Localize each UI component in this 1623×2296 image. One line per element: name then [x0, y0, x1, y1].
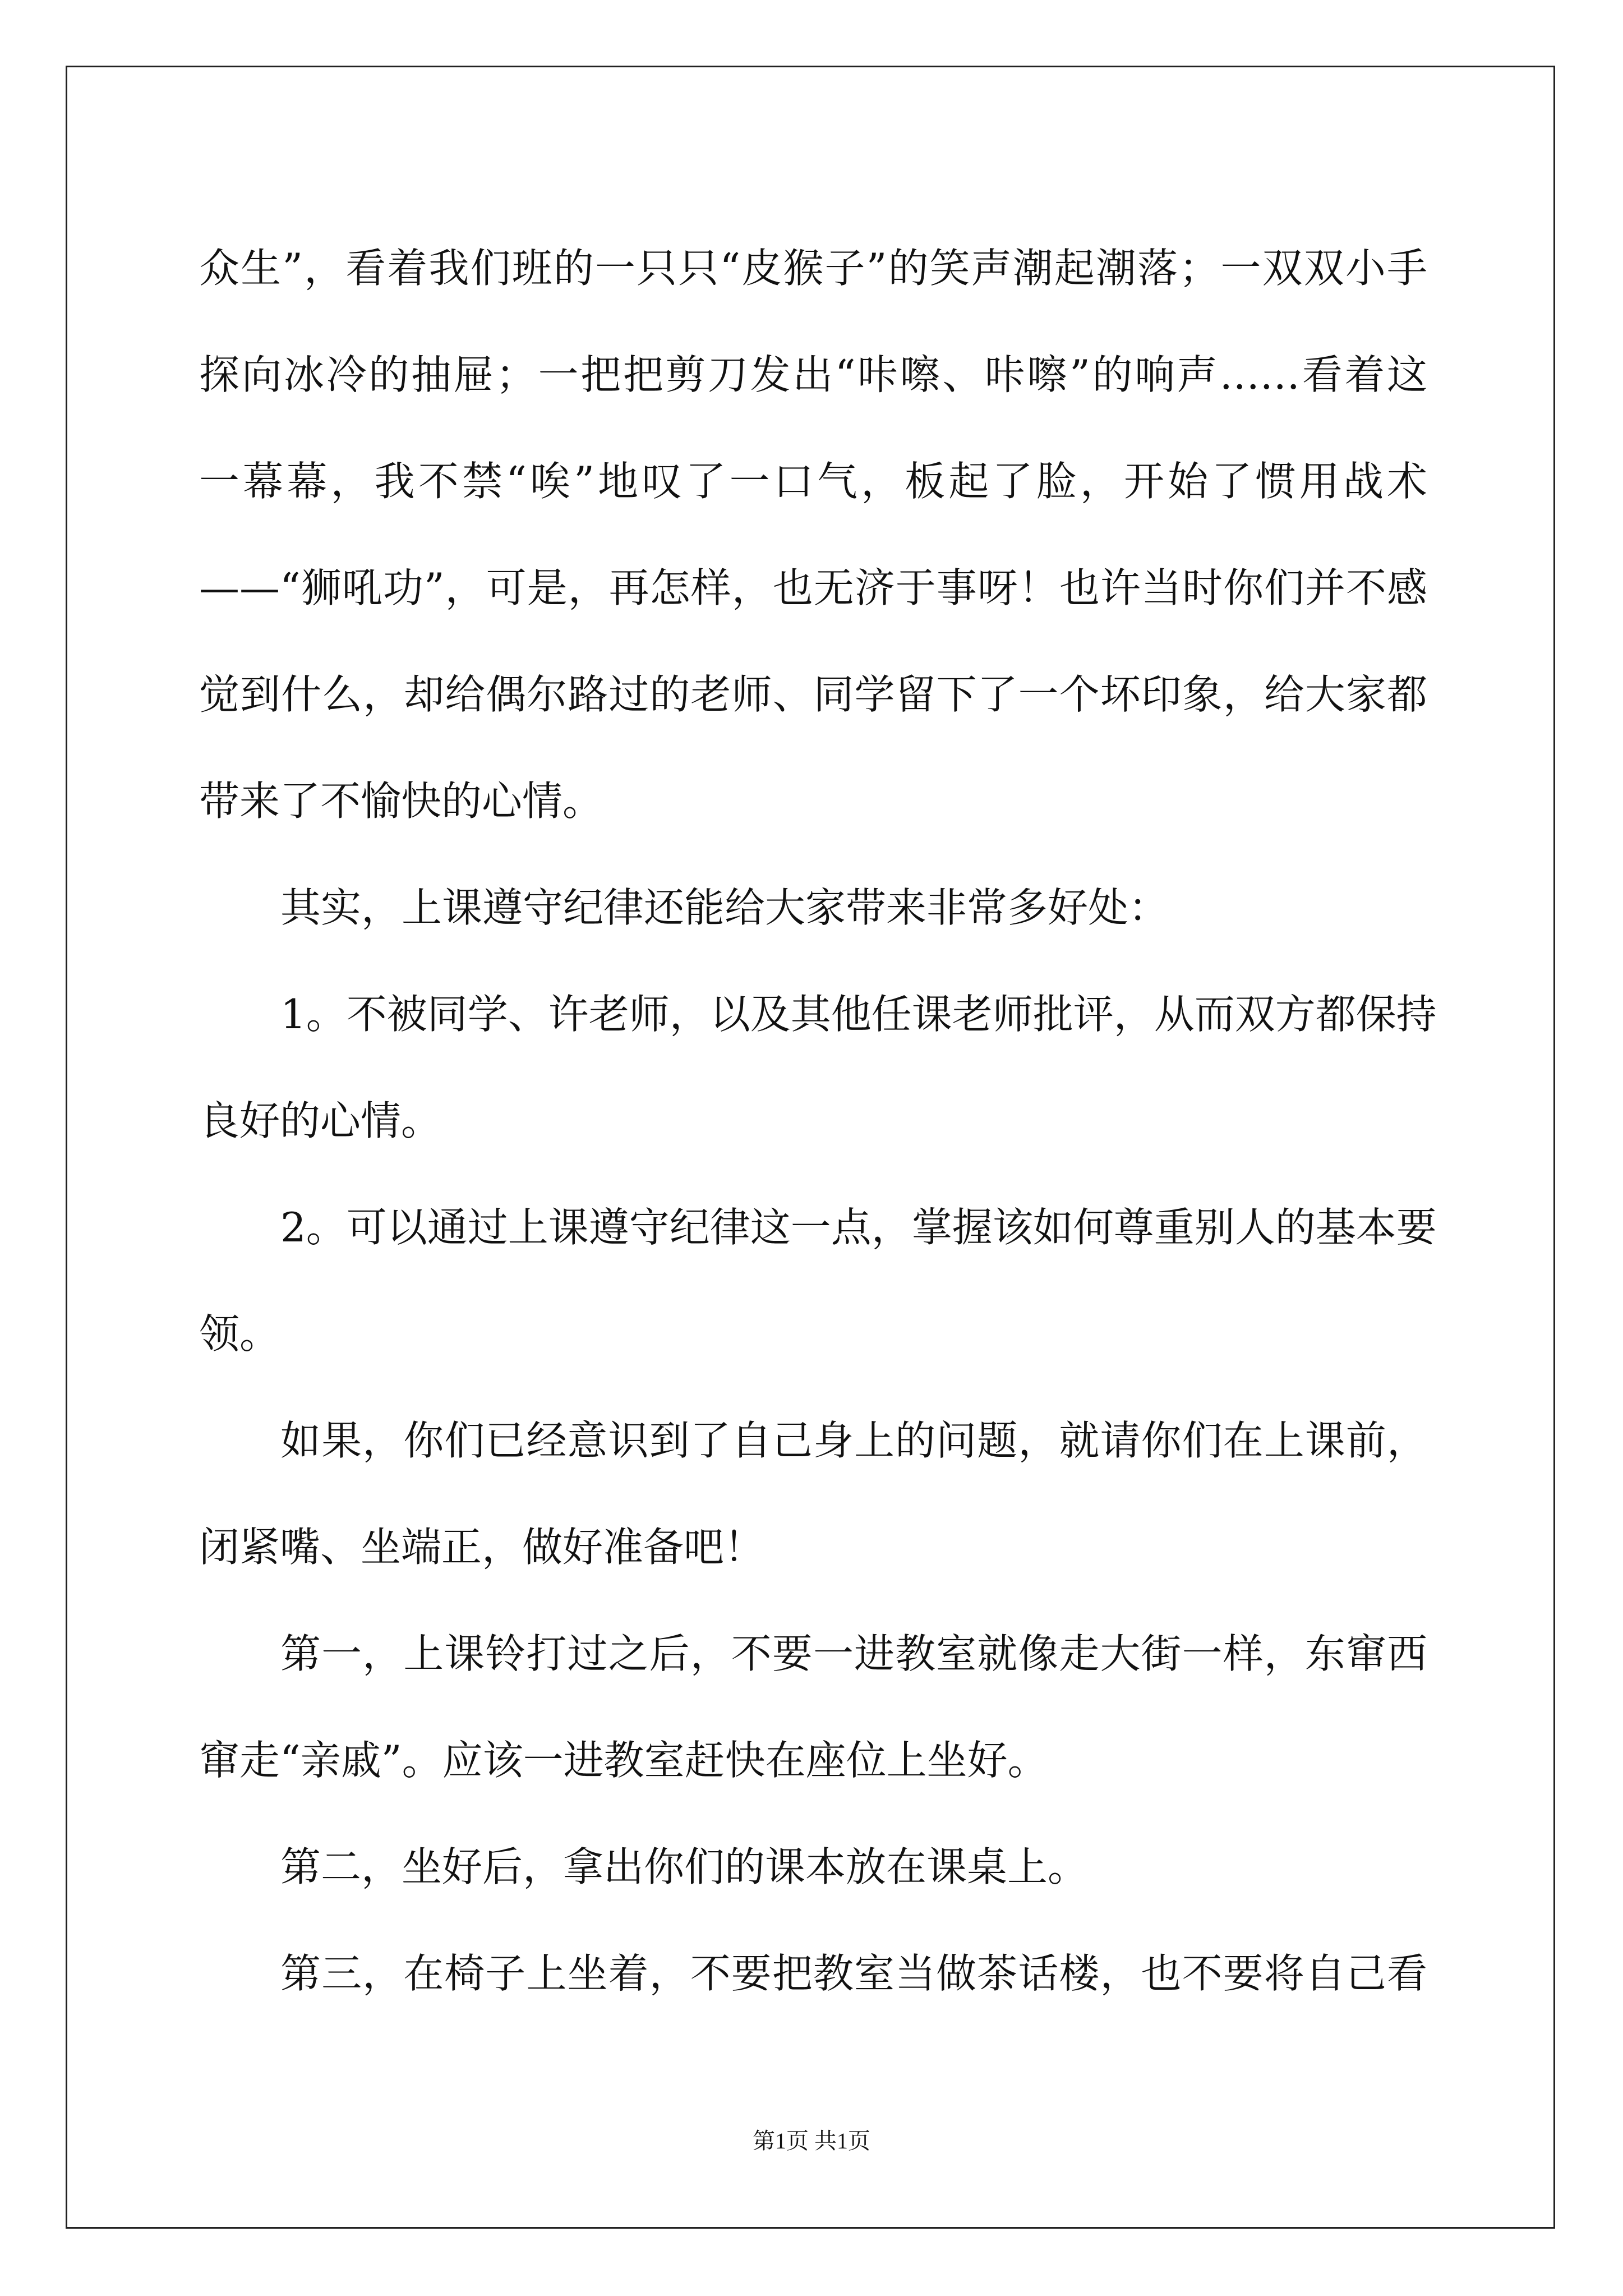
paragraph-start: 2。可以通过上课遵守纪律这一点，掌握该如何尊重别人的基本要 [280, 1204, 1437, 1251]
paragraph-start: 第一，上课铃打过之后，不要一进教室就像走大街一样，东窜西 [280, 1630, 1427, 1677]
text-line: 带来了不愉快的心情。 [199, 777, 603, 825]
text-line: 闭紧嘴、坐端正，做好准备吧！ [199, 1524, 765, 1571]
text-line: ——“狮吼功”，可是，再怎样，也无济于事呀！也许当时你们并不感 [199, 564, 1427, 611]
text-line: 觉到什么，却给偶尔路过的老师、同学留下了一个坏印象，给大家都 [199, 671, 1427, 718]
paragraph-start: 其实，上课遵守纪律还能给大家带来非常多好处： [280, 884, 1169, 931]
text-line: 一幕幕，我不禁“唉”地叹了一口气，板起了脸，开始了惯用战术 [199, 458, 1427, 505]
text-line: 探向冰冷的抽屉；一把把剪刀发出“咔嚓、咔嚓”的响声……看着这 [199, 351, 1427, 398]
paragraph-start: 1。不被同学、许老师，以及其他任课老师批评，从而双方都保持 [280, 991, 1437, 1038]
paragraph-start: 第三，在椅子上坐着，不要把教室当做茶话楼，也不要将自己看 [280, 1950, 1427, 1997]
paragraph-start: 第二，坐好后，拿出你们的课本放在课桌上。 [280, 1843, 1089, 1890]
page-footer: 第1页 共1页 [753, 2128, 870, 2154]
text-line: 良好的心情。 [199, 1097, 442, 1144]
text-line: 众生”，看着我们班的一只只“皮猴子”的笑声潮起潮落；一双双小手 [199, 245, 1427, 292]
text-line: 窜走“亲戚”。应该一进教室赶快在座位上坐好。 [199, 1737, 1048, 1784]
paragraph-start: 如果，你们已经意识到了自己身上的问题，就请你们在上课前， [280, 1417, 1427, 1464]
document-body [199, 215, 1437, 2027]
text-line: 领。 [199, 1310, 280, 1358]
